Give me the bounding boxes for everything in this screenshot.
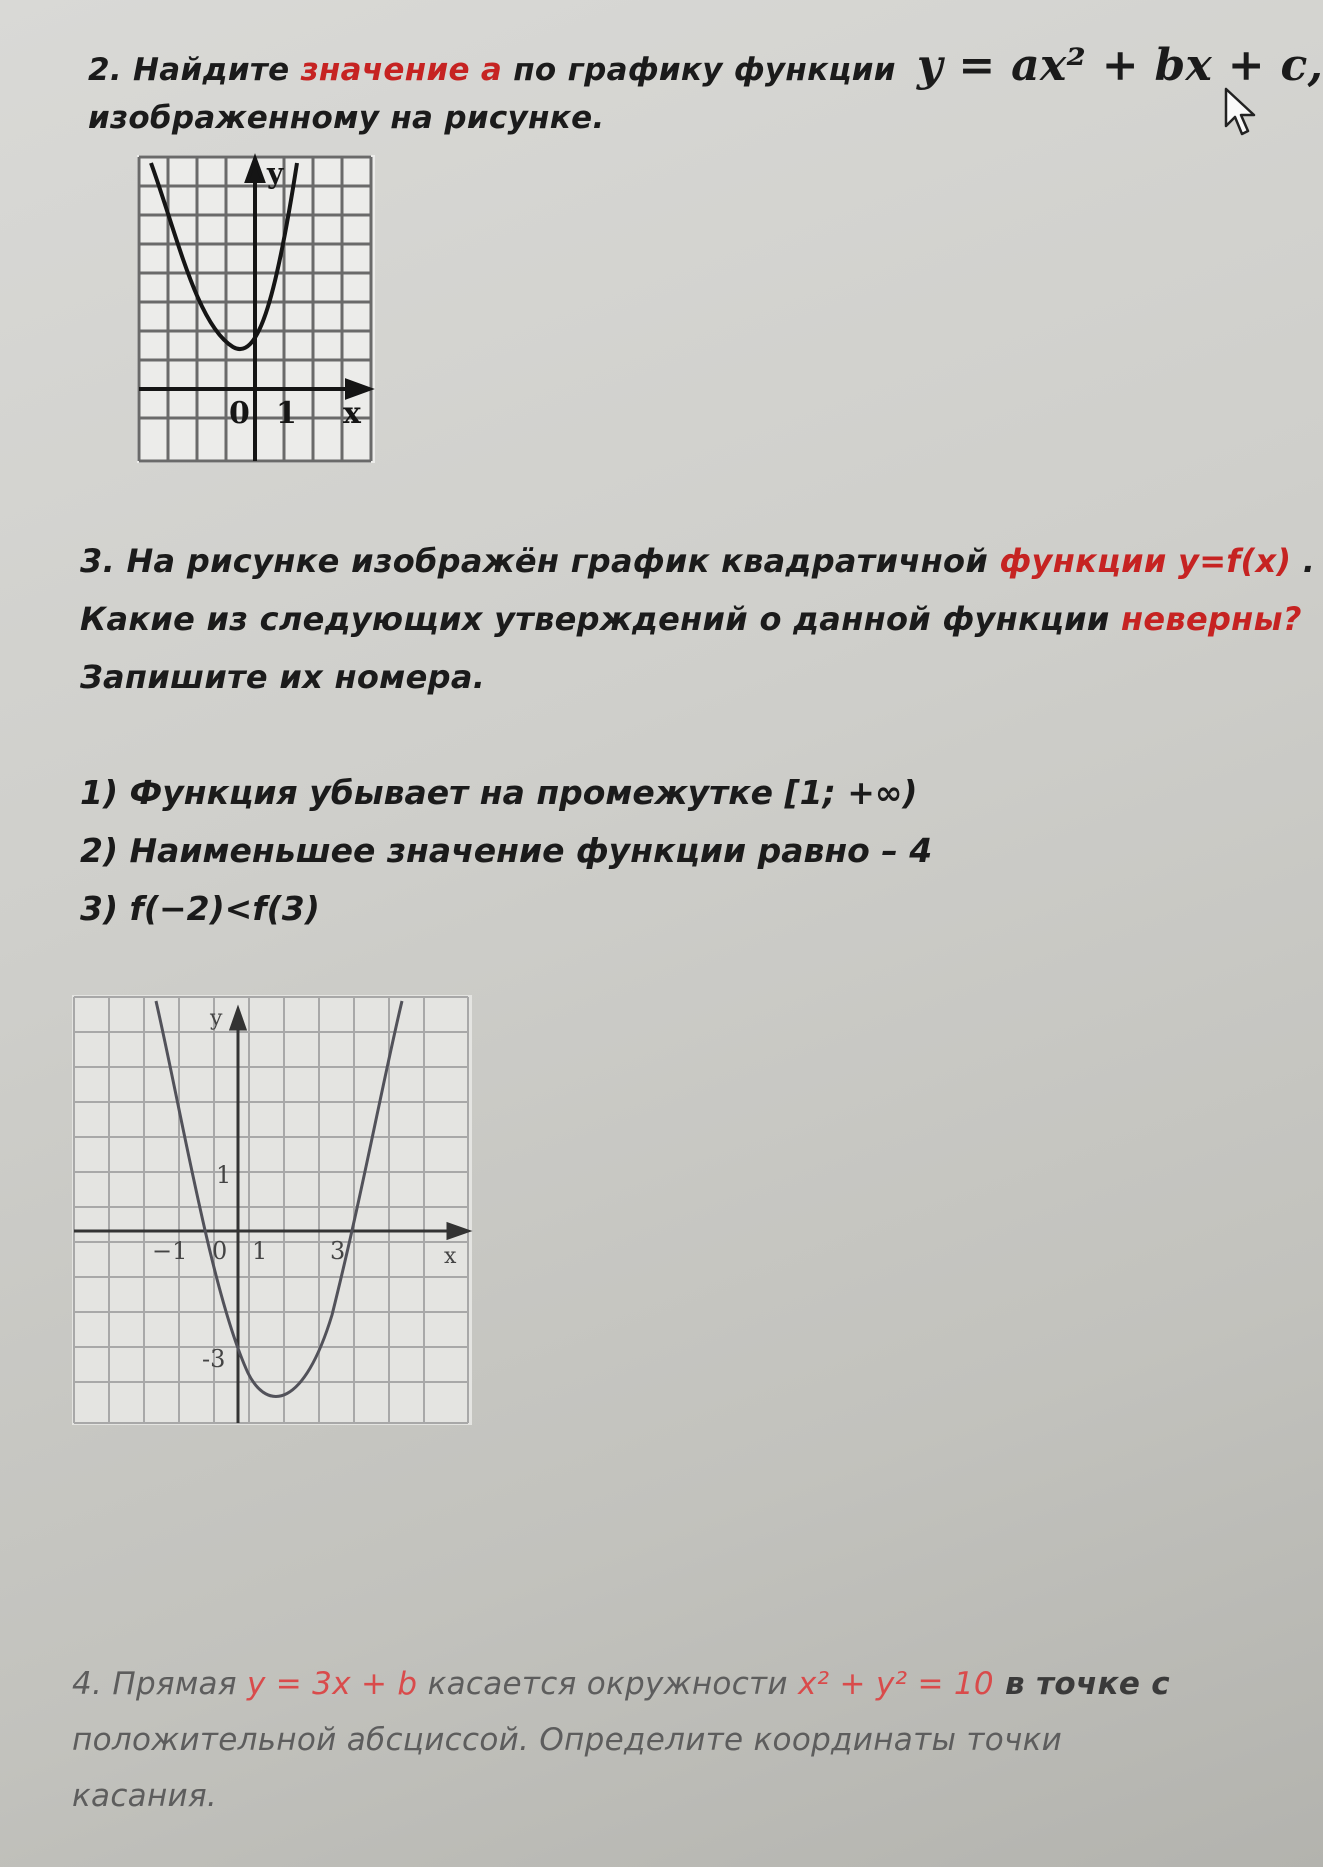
q3-text-c: . — [1291, 542, 1316, 580]
q3-text-line2: Какие из следующих утверждений о данной функции — [80, 600, 1122, 638]
q4-text-e: в точке с — [993, 1666, 1170, 1702]
q4-line2: положительной абсциссой. Определите координаты точки — [72, 1722, 1063, 1758]
q2-text-c: по графику функции — [502, 52, 907, 88]
q4-line3: касания. — [72, 1778, 218, 1814]
graph2-parabola — [72, 995, 472, 1425]
graph2-y-arrow — [231, 1009, 245, 1029]
graph1-y-arrow — [247, 159, 263, 181]
q3-text-a: 3. На рисунке изображён график квадратичной — [80, 542, 1000, 580]
graph2-curve — [156, 1001, 402, 1396]
q3-line1 — [80, 542, 1315, 580]
q3-line3: Запишите их номера. — [80, 658, 486, 696]
graph2-minus-one-label: −1 — [152, 1237, 188, 1265]
q2-formula: y = ax² + bx + c, — [916, 40, 1323, 91]
q2-line1 — [88, 40, 1323, 91]
q4-text-c: касается окружности — [417, 1666, 798, 1702]
graph2-grid — [74, 997, 468, 1423]
q3-function-highlight: функции y=f(x) — [999, 542, 1292, 580]
graph1-origin-label: 0 — [229, 396, 250, 431]
q3-statement-2: 2) Наименьшее значение функции равно – 4 — [80, 831, 933, 870]
q4-text-a: 4. Прямая — [72, 1666, 247, 1702]
graph2-one-x-label: 1 — [252, 1237, 268, 1265]
graph1-one-label: 1 — [276, 396, 297, 431]
graph2-origin-label: 0 — [212, 1237, 228, 1265]
q4-circle-equation: x² + y² = 10 — [798, 1666, 994, 1702]
q4-line1 — [72, 1666, 1170, 1702]
q2-highlight: значение a — [300, 52, 503, 88]
graph1-parabola — [137, 155, 375, 463]
q3-statement-3: 3) f(−2)<f(3) — [80, 889, 320, 928]
q2-line2: изображенному на рисунке. — [88, 100, 605, 136]
graph2-y-label: y — [210, 1006, 223, 1031]
graph1-y-label: y — [267, 157, 284, 190]
graph1-x-label: x — [343, 396, 361, 431]
graph1-x-arrow — [347, 381, 369, 397]
graph1-curve — [151, 163, 297, 349]
graph2-three-x-label: 3 — [330, 1237, 346, 1265]
graph2-one-y-label: 1 — [216, 1161, 232, 1189]
q3-statement-1: 1) Функция убывает на промежутке [1; +∞) — [80, 773, 918, 812]
graph2-x-label: x — [444, 1244, 457, 1269]
q3-line2 — [80, 600, 1302, 638]
q4-line-equation: y = 3x + b — [246, 1666, 418, 1702]
graph2-minus-three-label: -3 — [202, 1345, 226, 1373]
graph2-x-arrow — [448, 1224, 468, 1238]
mouse-pointer-icon — [1222, 86, 1262, 138]
q3-incorrect-highlight: неверны? — [1121, 600, 1302, 638]
q2-text-a: 2. Найдите — [88, 52, 301, 88]
